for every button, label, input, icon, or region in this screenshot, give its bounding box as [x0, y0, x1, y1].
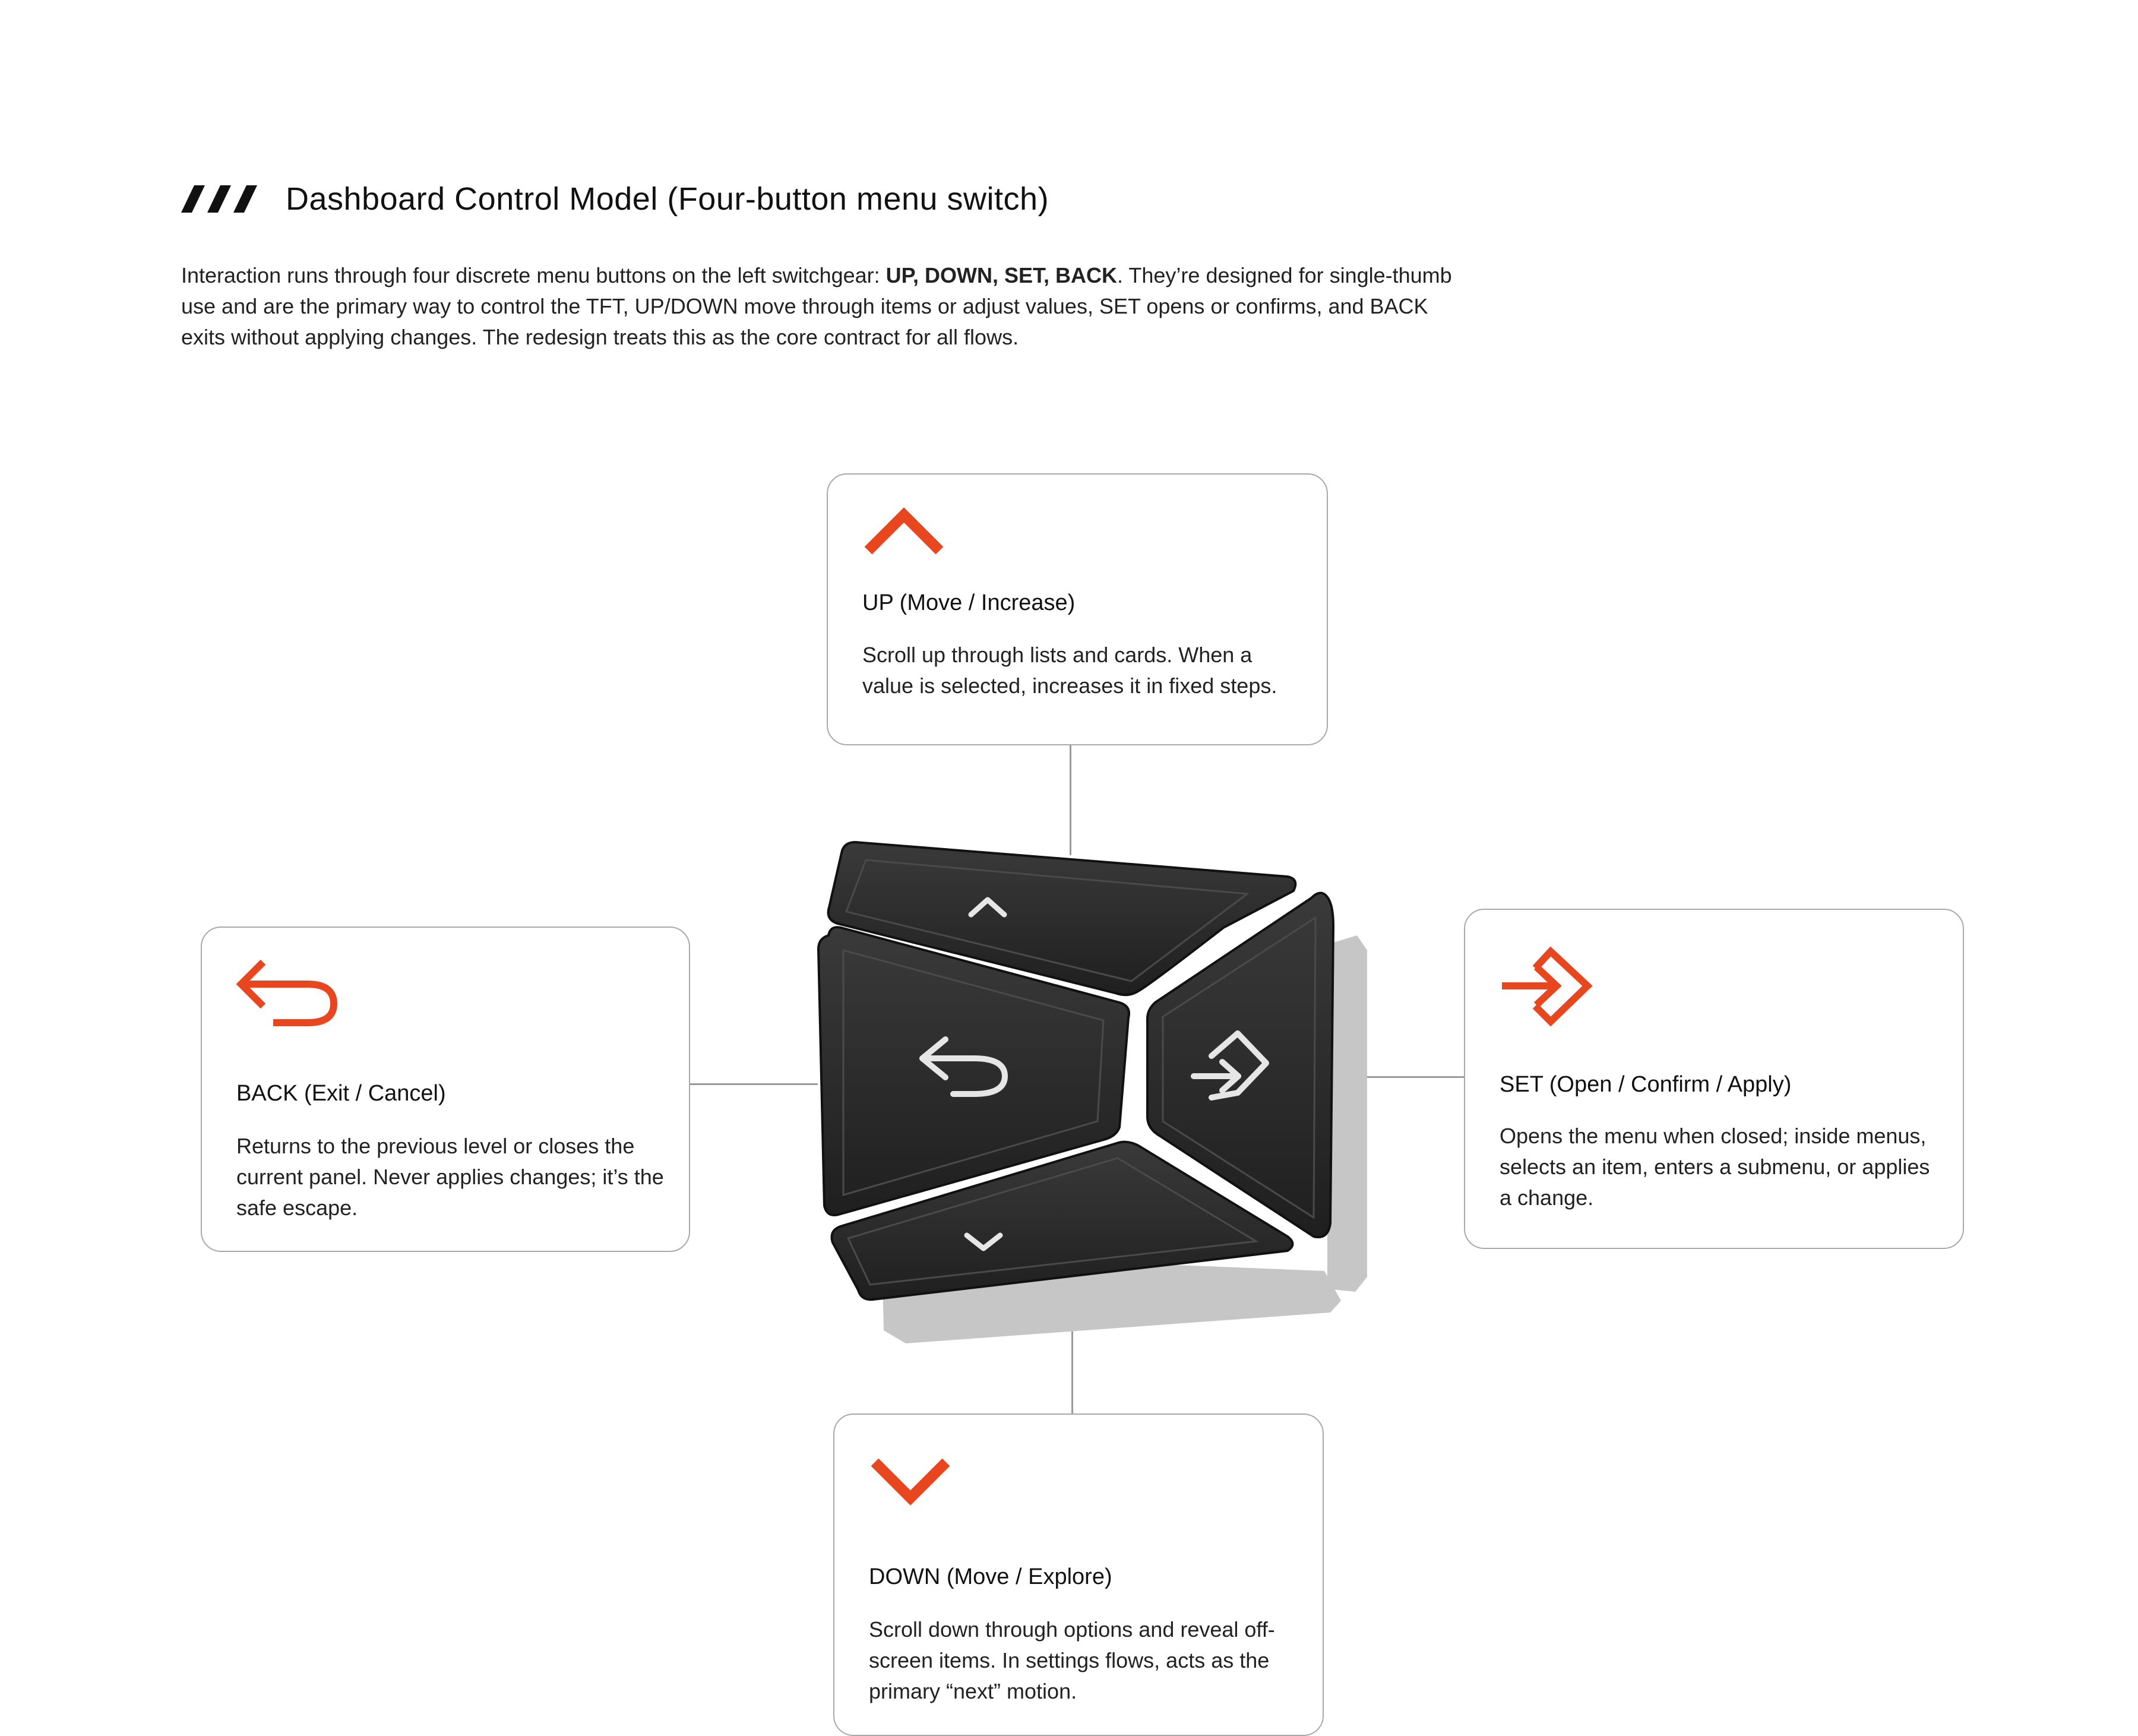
- chevron-down-icon: [869, 1444, 952, 1510]
- header: [181, 178, 1049, 220]
- back-card: [201, 927, 690, 1252]
- down-card: [833, 1414, 1324, 1736]
- page-title: Dashboard Control Model (Four-button menu switch): [286, 181, 1049, 217]
- back-card-title: BACK (Exit / Cancel): [236, 1081, 446, 1106]
- set-card-body: Opens the menu when closed; inside menus, selects an item, enters a submenu, or applies a change.: [1500, 1124, 1930, 1210]
- intro-text-start: Interaction runs through four discrete menu buttons on the left switchgear:: [181, 263, 886, 287]
- set-card-title: SET (Open / Confirm / Apply): [1500, 1072, 1792, 1097]
- up-card-title: UP (Move / Increase): [862, 590, 1076, 615]
- triple-slash-icon: [181, 185, 257, 213]
- up-card-body: Scroll up through lists and cards. When a value is selected, increases it in fixed steps.: [862, 643, 1277, 698]
- intro-button-list: UP, DOWN, SET, BACK: [885, 263, 1118, 287]
- back-card-body: Returns to the previous level or closes the current panel. Never applies changes; it’s the safe escape.: [236, 1134, 664, 1220]
- down-card-title: DOWN (Move / Explore): [869, 1564, 1112, 1589]
- enter-arrow-icon: [1500, 944, 1595, 1027]
- intro-text-end: . They’re designed for single-thumb use and are the primary way to control the TFT, UP/DOWN move through items or adjust values, SET opens or confirms, and BACK exits without applying changes. The redesign treats this as the core contract for all flows.: [181, 263, 1452, 349]
- back-arrow-icon: [236, 957, 343, 1029]
- down-card-body: Scroll down through options and reveal off-screen items. In settings flows, acts as the primary “next” motion.: [869, 1617, 1275, 1703]
- menu-switch-illustration: [790, 831, 1402, 1366]
- chevron-up-icon: [862, 504, 945, 570]
- set-card: [1464, 909, 1964, 1249]
- intro-paragraph: [181, 260, 1458, 353]
- up-card: [827, 473, 1328, 745]
